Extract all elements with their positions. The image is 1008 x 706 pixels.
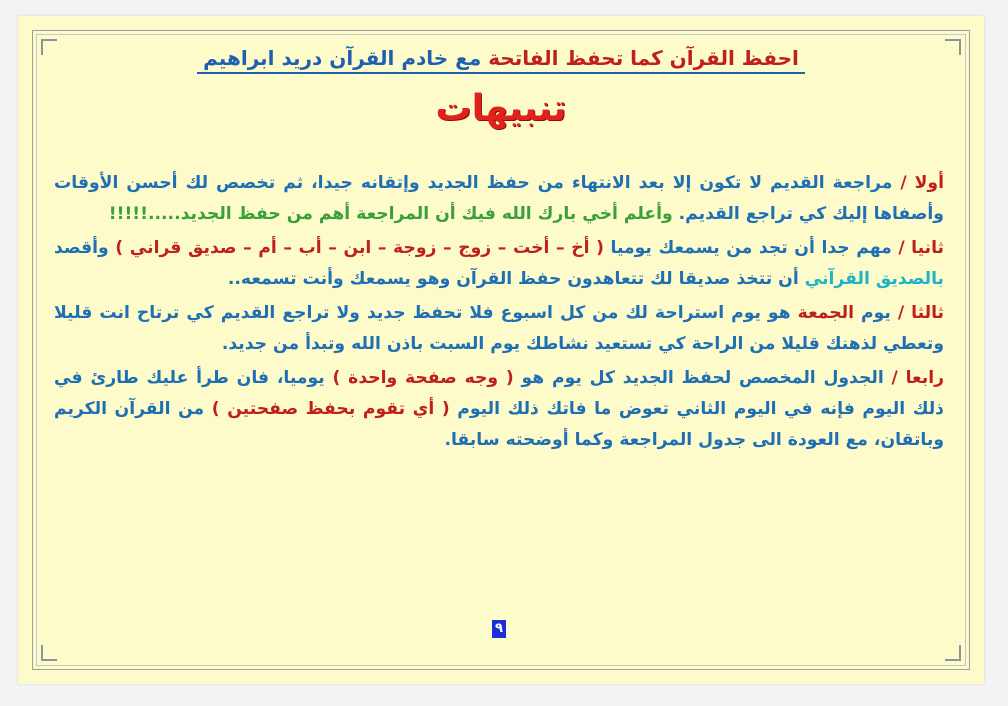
page-number: ٩	[492, 620, 506, 638]
page-header	[18, 46, 984, 74]
paragraph-highlight-red: ( وجه صفحة واحدة )	[332, 368, 514, 388]
paragraph-highlight-red: ( أخ – أخت – زوج – زوجة – ابن – أب – أم – صديق قراني )	[115, 238, 604, 258]
paragraph-third	[54, 298, 944, 360]
corner-ornament	[945, 645, 961, 661]
paragraph-text: من القرآن الكريم وباتقان، مع العودة الى جدول المراجعة وكما أوضحته سابقا.	[54, 399, 944, 450]
corner-ornament	[41, 645, 57, 661]
header-part-blue: مع خادم القرآن دريد ابراهيم	[203, 46, 482, 70]
paragraph-text: هو يوم استراحة لك من كل اسبوع فلا تحفظ جديد ولا تراجع القديم كي ترتاح انت قليلا وتعطي لذهنك قليلا من الراحة كي تستعيد نشاطك يوم السبت باذن الله وتبدأ من جديد.	[54, 303, 944, 354]
paragraph-text: يوم	[854, 303, 898, 323]
paragraph-text: الجدول المخصص لحفظ الجديد كل يوم هو	[513, 368, 892, 388]
paragraph-text: يوميا، فان طرأ عليك طارئ في ذلك اليوم فإنه في اليوم الثاني تعوض ما فاتك ذلك اليوم	[54, 368, 945, 419]
paragraph-highlight-red: الجمعة	[797, 303, 855, 323]
page-title: تنبيهات	[435, 88, 567, 129]
paragraph-text: أن تتخذ صديقا لك تتعاهدون حفظ القرآن وهو يسمعك وأنت تسمعه..	[227, 269, 805, 289]
paragraph-highlight-red: ( أي تقوم بحفظ صفحتين )	[211, 399, 450, 419]
paragraph-text: مراجعة القديم لا تكون إلا بعد الانتهاء من حفظ الجديد وإتقانه جيدا، ثم تخصص لك أحسن الأوقات وأصفاها إليك كي تراجع القديم.	[54, 173, 944, 224]
paragraph-fourth	[54, 363, 944, 456]
paragraph-first	[54, 168, 944, 230]
document-body	[54, 168, 944, 459]
header-line	[197, 46, 805, 74]
paragraph-highlight-cyan: بالصديق القرآني	[804, 269, 944, 289]
paragraph-label: ثانيا /	[898, 238, 945, 258]
header-part-red: احفظ القرآن كما تحفظ الفاتحة	[488, 46, 799, 70]
paragraph-text: وأقصد	[54, 238, 116, 258]
paragraph-label: ثالثا /	[897, 303, 945, 323]
paragraph-highlight-green: وأعلم أخي بارك الله فيك أن المراجعة أهم من حفظ الجديد.....!!!!!	[108, 204, 673, 224]
document-page	[18, 16, 984, 684]
paragraph-label: أولا /	[900, 173, 944, 193]
paragraph-second	[54, 233, 944, 295]
paragraph-text: مهم جدا أن تجد من يسمعك يوميا	[603, 238, 899, 258]
paragraph-label: رابعا /	[891, 368, 945, 388]
